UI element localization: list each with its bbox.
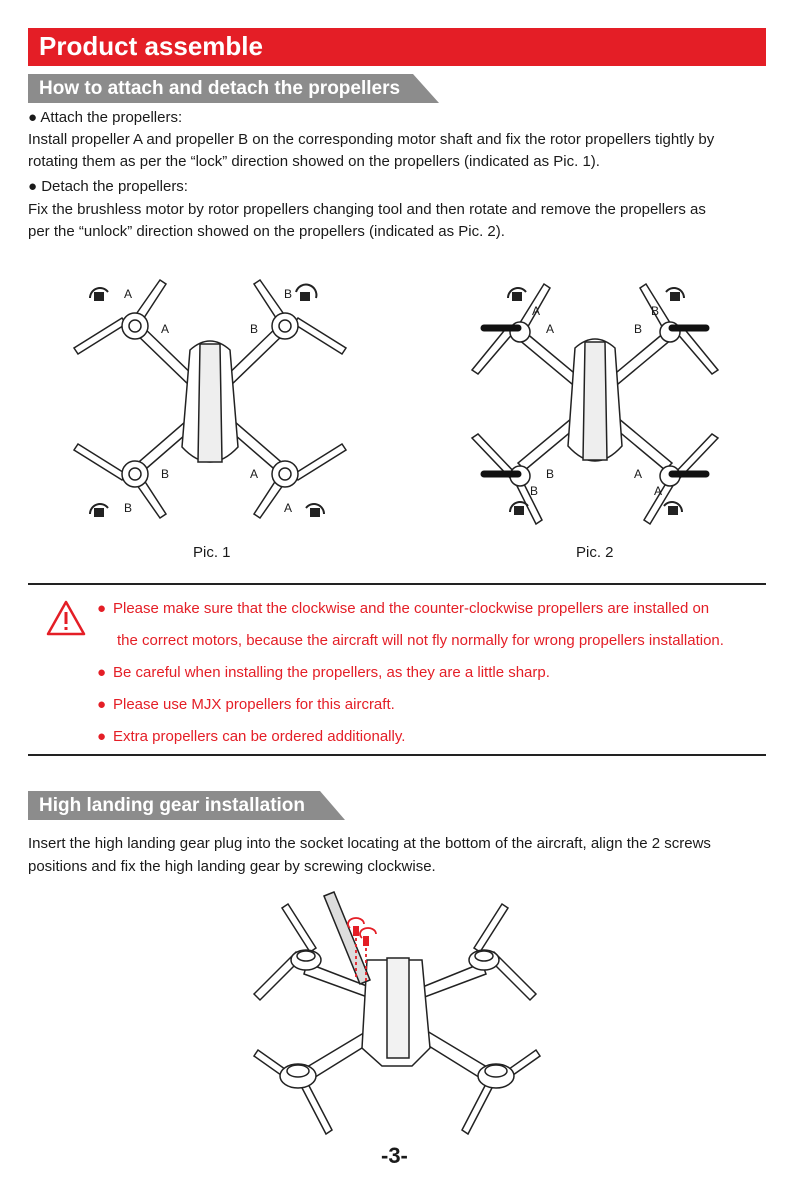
pic1-label-a-arm: A xyxy=(161,322,170,336)
pic2-label-a-arm: A xyxy=(546,322,555,336)
attach-label: ● Attach the propellers: xyxy=(28,109,183,126)
pic2-label-b-arm: B xyxy=(634,322,643,336)
landing-gear-illustration xyxy=(252,888,542,1138)
warning-2 xyxy=(97,664,550,681)
pic1-label-b-top: B xyxy=(284,287,293,301)
pic2-drone-illustration xyxy=(470,270,720,530)
warning-3-text: Please use MJX propellers for this aircraft. xyxy=(113,696,395,713)
pic2-label-b-blade: B xyxy=(530,484,539,498)
detach-label: ● Detach the propellers: xyxy=(28,178,188,195)
pic1-label-a-blade: A xyxy=(284,501,293,515)
pic1-label-b-blade: B xyxy=(124,501,133,515)
pic1-drone-illustration xyxy=(60,262,360,532)
pic2-caption: Pic. 2 xyxy=(576,544,614,561)
landing-gear-line-2: positions and fix the high landing gear by screwing clockwise. xyxy=(28,858,436,875)
warning-top-rule xyxy=(28,583,766,585)
pic1-label-b-arm: B xyxy=(250,322,259,336)
page-number: -3- xyxy=(381,1143,408,1168)
warning-4-text: Extra propellers can be ordered additionally. xyxy=(113,728,406,745)
warning-1-line-1 xyxy=(97,600,709,617)
attach-line-2: rotating them as per the “lock” direction showed on the propellers (indicated as Pic. 1). xyxy=(28,153,600,170)
detach-line-2: per the “unlock” direction showed on the propellers (indicated as Pic. 2). xyxy=(28,223,505,240)
warning-2-text: Be careful when installing the propellers, as they are a little sharp. xyxy=(113,664,550,681)
page-title: Product assemble xyxy=(39,31,263,61)
warning-1-line-2: the correct motors, because the aircraft will not fly normally for wrong propellers installation. xyxy=(117,632,724,649)
bullet-1: ● xyxy=(97,600,107,617)
bullet-4: ● xyxy=(97,728,107,745)
pic2-label-b-bottom: B xyxy=(546,467,555,481)
pic1-label-a-bottom: A xyxy=(250,467,259,481)
section-heading-text: How to attach and detach the propellers xyxy=(39,78,401,99)
landing-gear-line-1: Insert the high landing gear plug into the socket locating at the bottom of the aircraft, align the 2 screws xyxy=(28,835,711,852)
page-title-bar xyxy=(28,28,766,66)
warning-triangle-icon xyxy=(46,600,86,636)
pic2-label-a-top: A xyxy=(532,304,541,318)
pic2-label-a-bottom: A xyxy=(634,467,643,481)
warning-bottom-rule xyxy=(28,754,766,756)
attach-line-1: Install propeller A and propeller B on the corresponding motor shaft and fix the rotor propellers tightly by xyxy=(28,131,715,148)
bullet-2: ● xyxy=(97,664,107,681)
warning-3 xyxy=(97,696,395,713)
pic2-label-a-blade: A xyxy=(654,484,663,498)
section2-heading-text: High landing gear installation xyxy=(39,795,306,816)
warning-1-text-line-1: Please make sure that the clockwise and the counter-clockwise propellers are installed on xyxy=(113,600,710,617)
section-heading-landing-gear xyxy=(28,791,346,821)
bullet-3: ● xyxy=(97,696,107,713)
pic1-label-a-top: A xyxy=(124,287,133,301)
detach-line-1: Fix the brushless motor by rotor propellers changing tool and then rotate and remove the propellers as xyxy=(28,201,706,218)
pic1-label-b-bottom: B xyxy=(161,467,170,481)
warning-4 xyxy=(97,728,405,745)
pic1-caption: Pic. 1 xyxy=(193,544,231,561)
section-heading-propellers xyxy=(28,74,440,104)
pic2-label-b-top: B xyxy=(651,304,660,318)
